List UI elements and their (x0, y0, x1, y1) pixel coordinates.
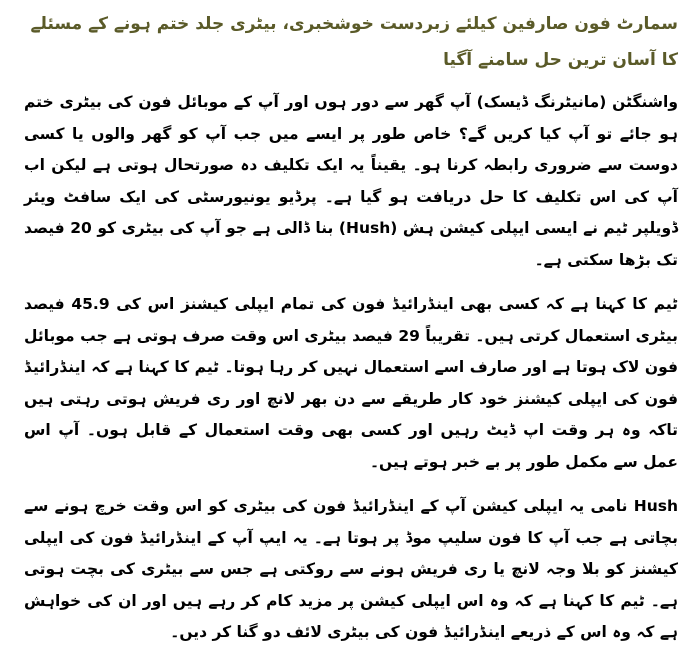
article-paragraph-3: Hush نامی یہ ایپلی کیشن آپ کے اینڈرائیڈ فون کی بیٹری کو اس وقت خرچ ہونے سے بچاتی ہے جب آپ کا فون سلیپ موڈ پر ہوتا ہے۔ یہ ایپ آپ کے اینڈرائیڈ فون کی ایپلی کیشنز کو بلا وجہ لانچ یا ری فریش ہونے سے روکتی ہے جس سے بیٹری کی بچت ہوتی ہے۔ ٹیم کا کہنا ہے کہ وہ اس ایپلی کیشن پر مزید کام کر رہے ہیں اور ان کی خواہش ہے کہ وہ اس کے ذریعے اینڈرائیڈ فون کی بیٹری لائف دو گنا کر دیں۔ (24, 497, 678, 641)
article-paragraph-1: واشنگٹن (مانیٹرنگ ڈیسک) آپ گھر سے دور ہوں اور آپ کے موبائل فون کی بیٹری ختم ہو جائے تو آپ کیا کریں گے؟ خاص طور پر ایسے میں جب آپ کو گھر والوں یا کسی دوست سے ضروری رابطہ کرنا ہو۔ یقیناً یہ ایک تکلیف دہ صورتحال ہوتی ہے لیکن اب آپ کی اس تکلیف کا حل دریافت ہو گیا ہے۔ پرڈیو یونیورسٹی کی ایک سافٹ ویئر ڈویلپر ٹیم نے ایسی ایپلی کیشن ہش (Hush) بنا ڈالی ہے جو آپ کی بیٹری کو 20 فیصد تک بڑھا سکتی ہے۔ (24, 93, 679, 269)
article-headline: سمارٹ فون صارفین کیلئے زبردست خوشخبری، بیٹری جلد ختم ہونے کے مسئلے کا آسان ترین حل سامنے آگیا (30, 14, 678, 70)
article-paragraph-2: ٹیم کا کہنا ہے کہ کسی بھی اینڈرائیڈ فون کی تمام ایپلی کیشنز اس کی 45.9 فیصد بیٹری استعمال کرتی ہیں۔ تقریباً 29 فیصد بیٹری اس وقت صرف ہوتی ہے جب موبائل فون لاک ہوتا ہے اور صارف اسے استعمال نہیں کر رہا ہوتا۔ ٹیم کا کہنا ہے کہ اینڈرائیڈ فون کی ایپلی کیشنز خود کار طریقے سے دن بھر لانچ اور ری فریش ہوتی رہتی ہیں تاکہ وہ ہر وقت اپ ڈیٹ رہیں اور کسی بھی وقت استعمال کے قابل ہوں۔ آپ اس عمل سے مکمل طور پر بے خبر ہوتے ہیں۔ (24, 295, 678, 471)
